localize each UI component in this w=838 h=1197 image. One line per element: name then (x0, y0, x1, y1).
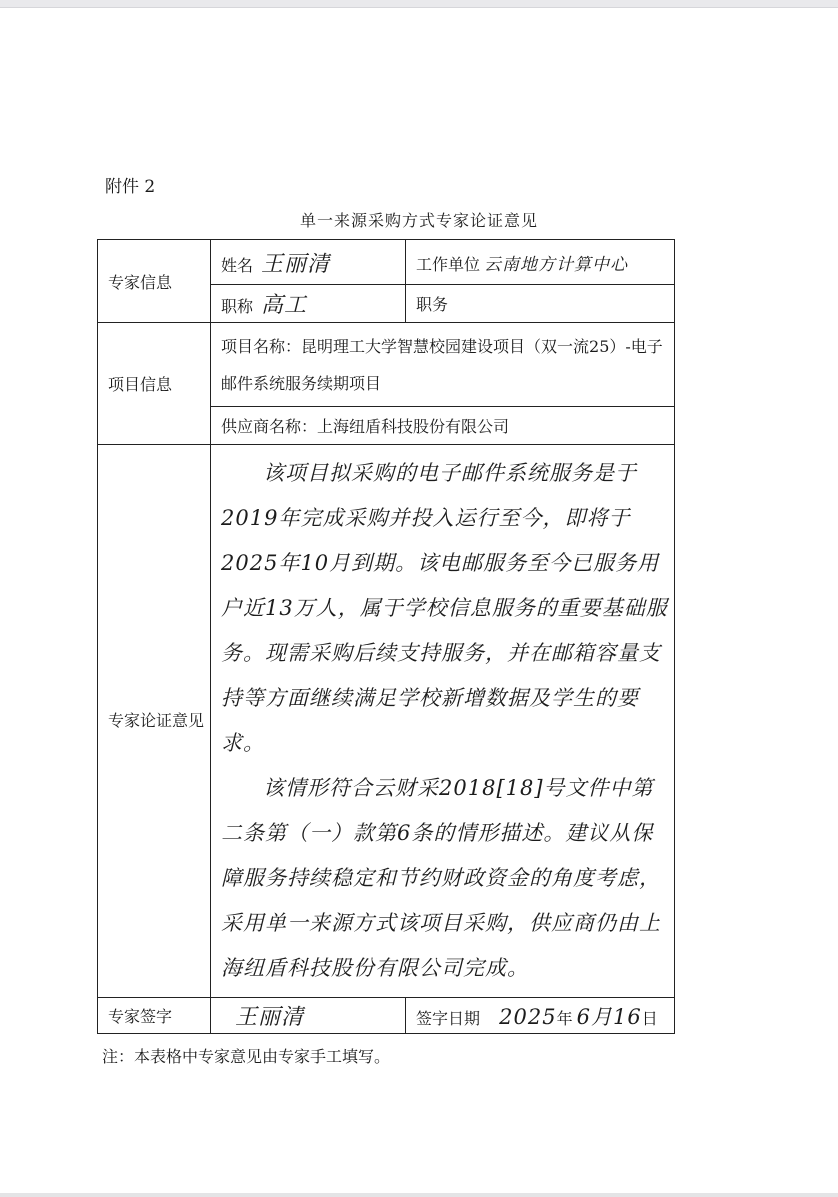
signature-cell (211, 998, 406, 1034)
row-opinion (98, 445, 675, 998)
date-year-value: 2025 (499, 1004, 557, 1029)
footnote: 注：本表格中专家意见由专家手工填写。 (102, 1047, 391, 1066)
sign-date-cell (406, 998, 675, 1034)
title-rank-value: 高工 (261, 293, 308, 318)
opinion-cell (211, 445, 675, 998)
opinion-form-table (97, 239, 675, 1034)
work-unit-value: 云南地方计算中心 (484, 254, 629, 275)
project-name-value: 昆明理工大学智慧校园建设项目（双一流25）-电子邮件系统服务续期项目 (221, 336, 663, 393)
sign-date-label: 签字日期 (416, 1008, 481, 1028)
name-label: 姓名 (221, 255, 254, 275)
project-name-cell (211, 323, 675, 407)
row-project-name (98, 323, 675, 407)
row-name (98, 240, 675, 285)
expert-opinion-label: 专家论证意见 (98, 445, 211, 998)
work-unit-cell (406, 240, 675, 285)
name-value: 王丽清 (261, 251, 331, 277)
signature-value: 王丽清 (235, 1005, 305, 1030)
name-cell (211, 240, 406, 285)
project-info-label: 项目信息 (98, 323, 211, 445)
title-rank-label: 职称 (221, 297, 254, 316)
expert-info-label: 专家信息 (98, 240, 211, 323)
signature-label: 专家签字 (98, 998, 211, 1034)
title-rank-cell (211, 285, 406, 323)
supplier-cell (211, 407, 675, 445)
scan-bottom-edge (0, 1193, 838, 1197)
position-cell (406, 285, 675, 323)
date-month-value: 6月 (576, 1004, 613, 1029)
opinion-paragraph-2: 该情形符合云财采2018[18]号文件中第二条第（一）款第6条的情形描述。建议从保障服务持续稳定和节约财政资金的角度考虑，采用单一来源方式该项目采购，供应商仍由上海纽盾科技股份有限公司完成。 (221, 776, 661, 980)
scan-top-edge (0, 0, 838, 8)
opinion-paragraph-1: 该项目拟采购的电子邮件系统服务是于2019年完成采购并投入运行至今，即将于2025年10月到期。该电邮服务至今已服务用户近13万人，属于学校信息服务的重要基础服务。现需采购后续支持服务，并在邮箱容量支持等方面继续满足学校新增数据及学生的要求。 (221, 461, 668, 755)
row-signature (98, 998, 675, 1034)
project-name-label: 项目名称： (221, 336, 302, 356)
supplier-label: 供应商名称： (221, 417, 318, 436)
position-label: 职务 (416, 295, 449, 314)
work-unit-label: 工作单位 (416, 254, 481, 274)
attachment-label: 附件 2 (105, 177, 156, 197)
supplier-value: 上海纽盾科技股份有限公司 (317, 417, 510, 436)
date-day-value: 16 (612, 1004, 642, 1029)
year-suffix: 年 (556, 1008, 573, 1028)
day-suffix: 日 (641, 1008, 658, 1028)
document-title: 单一来源采购方式专家论证意见 (299, 211, 538, 230)
